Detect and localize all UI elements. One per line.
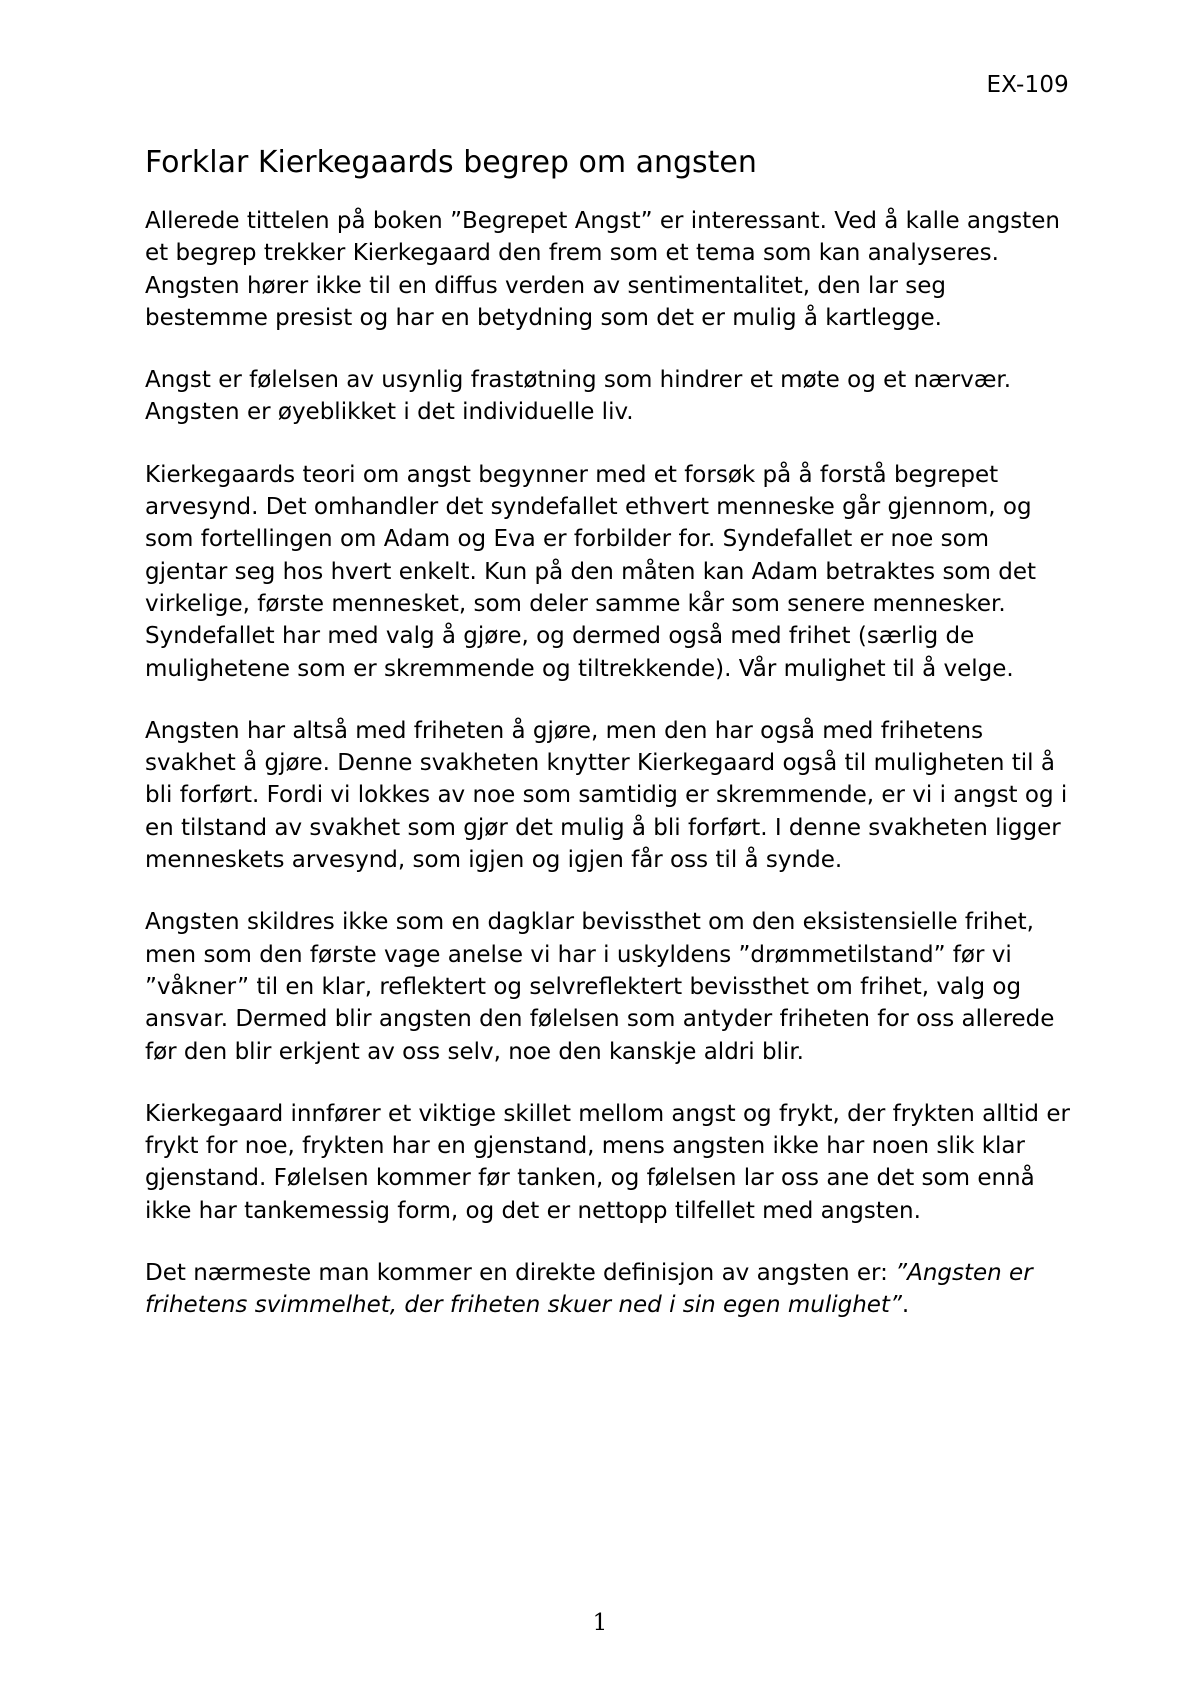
paragraph-definition bbox=[145, 1257, 1070, 1322]
paragraph-4: Angsten har altså med friheten å gjøre, men den har også med frihetens svakhet å gjøre. Denne svakheten knytter Kierkegaard også til muligheten til å bli forført. Fordi vi lokkes av noe som samtidig er skremmende, er vi i angst og i en tilstand av svakhet som gjør det mulig å bli forført. I denne svakheten ligger menneskets arvesynd, som igjen og igjen får oss til å synde. bbox=[145, 717, 1068, 874]
document-code: EX-109 bbox=[986, 72, 1069, 98]
page-number: 1 bbox=[592, 1610, 608, 1636]
paragraph-3: Kierkegaards teori om angst begynner med et forsøk på å forstå begrepet arvesynd. Det omhandler det syndefallet ethvert menneske går gjennom, og som fortellingen om Adam og Eva er forbilder for. Syndefallet er noe som gjentar seg hos hvert enkelt. Kun på den måten kan Adam betraktes som det virkelige, første mennesket, som deler samme kår som senere mennesker. Syndefallet har med valg å gjøre, og dermed også med frihet (særlig de mulighetene som er skremmende og tiltrekkende). Vår mulighet til å velge. bbox=[145, 461, 1036, 682]
paragraph-2: Angst er følelsen av usynlig frastøtning som hindrer et møte og et nærvær. Angsten er øyeblikket i det individuelle liv. bbox=[145, 367, 1012, 426]
document-body bbox=[145, 143, 1070, 1352]
definition-quote: ”Angsten er frihetens svimmelhet, der friheten skuer ned i sin egen mulighet” bbox=[145, 1260, 1033, 1319]
definition-tail: . bbox=[901, 1292, 910, 1319]
definition-lead: Det nærmeste man kommer en direkte definisjon av angsten er: bbox=[145, 1260, 896, 1287]
document-title: Forklar Kierkegaards begrep om angsten bbox=[145, 145, 757, 180]
paragraph-5: Angsten skildres ikke som en dagklar bevissthet om den eksistensielle frihet, men som den første vage anelse vi har i uskyldens ”drømmetilstand” før vi ”våkner” til en klar, reflektert og selvreflektert bevissthet om frihet, valg og ansvar. Dermed blir angsten den følelsen som antyder friheten for oss allerede før den blir erkjent av oss selv, noe den kanskje aldri blir. bbox=[145, 909, 1055, 1065]
paragraph-1: Allerede tittelen på boken ”Begrepet Angst” er interessant. Ved å kalle angsten et begrep trekker Kierkegaard den frem som et tema som kan analyseres. Angsten hører ikke til en diffus verden av sentimentalitet, den lar seg bestemme presist og har en betydning som det er mulig å kartlegge. bbox=[145, 208, 1060, 331]
paragraph-6: Kierkegaard innfører et viktige skillet mellom angst og frykt, der frykten alltid er frykt for noe, frykten har en gjenstand, mens angsten ikke har noen slik klar gjenstand. Følelsen kommer før tanken, og følelsen lar oss ane det som ennå ikke har tankemessig form, og det er nettopp tilfellet med angsten. bbox=[145, 1100, 1070, 1224]
